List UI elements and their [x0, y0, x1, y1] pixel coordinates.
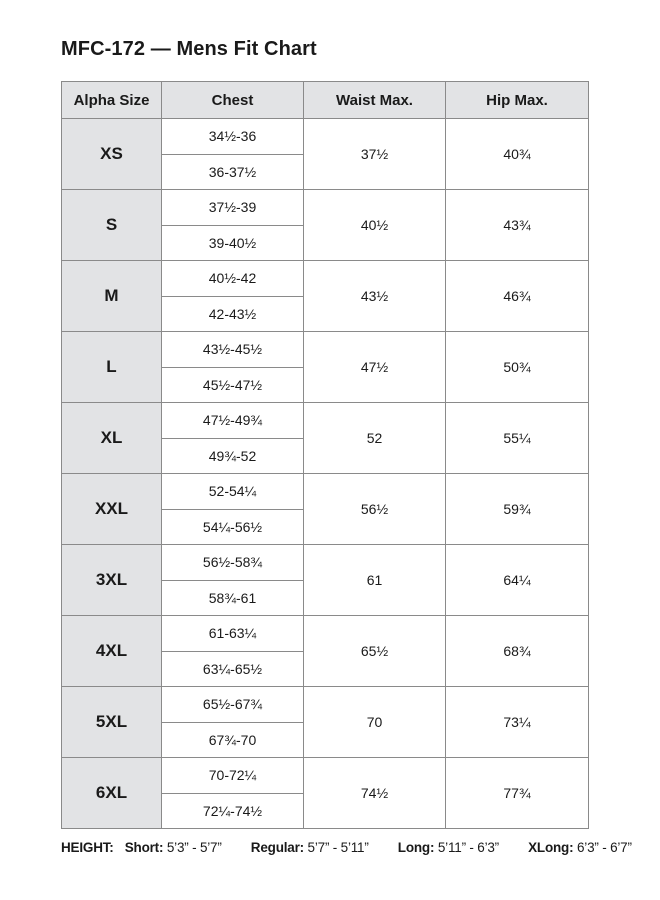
height-group-range: 5’7” - 5’11”: [307, 840, 369, 855]
size-cell: XL: [62, 403, 162, 474]
chest-cell: 47½-49¾: [162, 403, 304, 439]
size-cell: 4XL: [62, 616, 162, 687]
chest-cell: 63¼-65½: [162, 651, 304, 687]
hip-cell: 40¾: [446, 119, 589, 190]
chest-cell: 58¾-61: [162, 580, 304, 616]
waist-cell: 47½: [304, 332, 446, 403]
waist-cell: 70: [304, 687, 446, 758]
waist-cell: 65½: [304, 616, 446, 687]
chest-cell: 52-54¼: [162, 474, 304, 510]
size-cell: S: [62, 190, 162, 261]
chest-cell: 34½-36: [162, 119, 304, 155]
height-group-range: 5’3” - 5’7”: [166, 840, 222, 855]
waist-cell: 37½: [304, 119, 446, 190]
table-row-3xl: [62, 545, 589, 581]
table-row-m: [62, 261, 589, 297]
size-cell: M: [62, 261, 162, 332]
table-row-6xl: [62, 758, 589, 794]
header-waist-max: Waist Max.: [304, 82, 446, 119]
size-cell: L: [62, 332, 162, 403]
table-header-row: [62, 82, 589, 119]
hip-cell: 59¾: [446, 474, 589, 545]
chest-cell: 43½-45½: [162, 332, 304, 368]
header-chest: Chest: [162, 82, 304, 119]
chest-cell: 61-63¼: [162, 616, 304, 652]
hip-cell: 50¾: [446, 332, 589, 403]
table-row-5xl: [62, 687, 589, 723]
table-row-l: [62, 332, 589, 368]
hip-cell: 43¾: [446, 190, 589, 261]
height-group-name: XLong:: [528, 840, 574, 855]
fit-chart-table: [61, 81, 589, 829]
header-hip-max: Hip Max.: [446, 82, 589, 119]
height-group-range: 5’11” - 6’3”: [437, 840, 499, 855]
chest-cell: 72¼-74½: [162, 793, 304, 829]
table-row-s: [62, 190, 589, 226]
size-cell: 6XL: [62, 758, 162, 829]
waist-cell: 40½: [304, 190, 446, 261]
hip-cell: 77¾: [446, 758, 589, 829]
height-group-name: Short:: [124, 840, 164, 855]
chest-cell: 65½-67¾: [162, 687, 304, 723]
chest-cell: 39-40½: [162, 225, 304, 261]
hip-cell: 55¼: [446, 403, 589, 474]
chest-cell: 40½-42: [162, 261, 304, 297]
chest-cell: 49¾-52: [162, 438, 304, 474]
hip-cell: 73¼: [446, 687, 589, 758]
size-cell: 5XL: [62, 687, 162, 758]
waist-cell: 52: [304, 403, 446, 474]
waist-cell: 56½: [304, 474, 446, 545]
table-row-xs: [62, 119, 589, 155]
chest-cell: 54¼-56½: [162, 509, 304, 545]
waist-cell: 74½: [304, 758, 446, 829]
header-alpha-size: Alpha Size: [62, 82, 162, 119]
chest-cell: 45½-47½: [162, 367, 304, 403]
size-cell: XXL: [62, 474, 162, 545]
height-group-name: Long:: [397, 840, 435, 855]
height-label: HEIGHT:: [61, 840, 114, 855]
chest-cell: 42-43½: [162, 296, 304, 332]
waist-cell: 61: [304, 545, 446, 616]
height-legend: [61, 840, 632, 855]
table-row-4xl: [62, 616, 589, 652]
table-row-xl: [62, 403, 589, 439]
page-title: MFC-172 — Mens Fit Chart: [61, 38, 317, 60]
chest-cell: 70-72¼: [162, 758, 304, 794]
chest-cell: 37½-39: [162, 190, 304, 226]
size-cell: XS: [62, 119, 162, 190]
size-cell: 3XL: [62, 545, 162, 616]
hip-cell: 46¾: [446, 261, 589, 332]
chest-cell: 67¾-70: [162, 722, 304, 758]
height-group-range: 6’3” - 6’7”: [576, 840, 632, 855]
height-group-name: Regular:: [250, 840, 304, 855]
table-row-xxl: [62, 474, 589, 510]
hip-cell: 64¼: [446, 545, 589, 616]
chest-cell: 36-37½: [162, 154, 304, 190]
waist-cell: 43½: [304, 261, 446, 332]
hip-cell: 68¾: [446, 616, 589, 687]
chest-cell: 56½-58¾: [162, 545, 304, 581]
